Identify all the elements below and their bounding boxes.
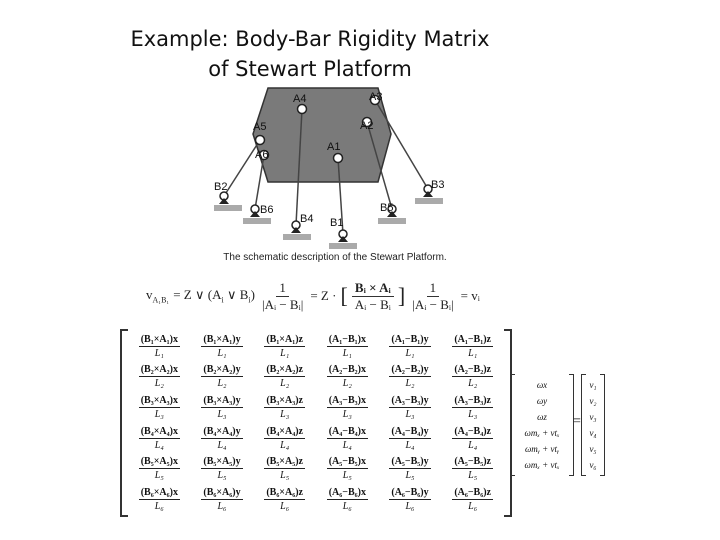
- eq-rhs: = vᵢ: [460, 288, 480, 303]
- label-b3: B3: [431, 179, 445, 191]
- label-b2: B2: [214, 181, 228, 193]
- matrix-cell-denominator: L₆: [405, 501, 415, 513]
- matrix-cell: [191, 362, 254, 393]
- matrix-cell: [253, 392, 316, 423]
- matrix-cell-numerator: (B₁×A₁)x: [140, 333, 178, 345]
- equals-sign: =: [573, 414, 581, 429]
- matrix-cell-numerator: (B₅×A₅)y: [203, 456, 241, 468]
- matrix-cell: [379, 423, 442, 454]
- matrix-cell-numerator: (B₃×A₃)x: [140, 395, 178, 407]
- matrix-cell: [441, 392, 504, 423]
- matrix-cell: [316, 484, 379, 515]
- matrix-cell-numerator: (A₆−B₆)y: [391, 487, 429, 499]
- matrix-cell: [253, 484, 316, 515]
- matrix-cell-denominator: L₁: [280, 347, 290, 359]
- figure-caption: The schematic description of the Stewart Platform.: [223, 252, 447, 263]
- matrix-cell-denominator: L₂: [342, 378, 352, 390]
- matrix-cell: [379, 484, 442, 515]
- matrix-cell-numerator: (B₁×A₁)z: [266, 333, 303, 345]
- matrix-cell-numerator: (A₅−B₅)z: [454, 456, 491, 468]
- label-b1: B1: [330, 217, 344, 229]
- matrix-cell-numerator: (A₁−B₁)y: [391, 333, 429, 345]
- v-entry: v₄: [589, 428, 597, 438]
- matrix-grid: [128, 331, 504, 515]
- matrix-cell-denominator: L₅: [342, 470, 352, 482]
- eq-mid: = Z ·: [310, 288, 337, 303]
- matrix-cell-denominator: L₂: [217, 378, 227, 390]
- eq-product: = Z ∨ ($A_i$ ∨ $B_i$): [173, 287, 255, 305]
- matrix-cell: [253, 423, 316, 454]
- matrix-cell: [191, 392, 254, 423]
- omega-entry: ωx: [536, 380, 548, 390]
- title-line-2: of Stewart Platform: [208, 57, 412, 81]
- matrix-cell: [441, 454, 504, 485]
- matrix-cell: [441, 331, 504, 362]
- label-b6: B6: [260, 204, 274, 216]
- matrix-cell: [441, 423, 504, 454]
- v-entry: v₁: [589, 380, 597, 390]
- matrix-cell: [379, 454, 442, 485]
- label-b5: B5: [380, 202, 394, 214]
- matrix-cell: [253, 331, 316, 362]
- matrix-cell-numerator: (B₅×A₅)z: [266, 456, 303, 468]
- matrix-cell-denominator: L₆: [217, 501, 227, 513]
- matrix-cell: [191, 454, 254, 485]
- omega-entry: ωmₓ + vtₓ: [524, 460, 560, 470]
- v-entry: v₃: [589, 412, 597, 422]
- matrix-cell-denominator: L₆: [280, 501, 290, 513]
- matrix-cell-denominator: L₅: [280, 470, 290, 482]
- label-a3: A3: [369, 91, 383, 103]
- matrix-cell-denominator: L₃: [405, 409, 415, 421]
- matrix-cell-denominator: L₁: [342, 347, 352, 359]
- matrix-cell: [191, 423, 254, 454]
- velocity-equation: $v_{A_1B_1}$ = Z ∨ ($A_i$ ∨ $B_i$) $\frac{1}{\text{|Aᵢ − Bᵢ|}}$ = Z · [ $\frac{\text{Bᵢ × Aᵢ}}{\text{Aᵢ − Bᵢ}}$ ] $\frac{1}{\text{|Aᵢ − Bᵢ|}}$ = vᵢ: [146, 279, 480, 312]
- matrix-cell: [253, 454, 316, 485]
- omega-entry: ωmᵧ + vtᵧ: [524, 444, 560, 454]
- label-a6: A6: [255, 149, 269, 161]
- matrix-cell-denominator: L₄: [405, 439, 415, 451]
- matrix-cell-denominator: L₄: [280, 439, 290, 451]
- matrix-cell-numerator: (A₁−B₁)z: [454, 333, 491, 345]
- matrix-cell-numerator: (B₄×A₄)x: [140, 425, 178, 437]
- matrix-cell-numerator: (B₄×A₄)y: [203, 425, 241, 437]
- matrix-cell-numerator: (A₆−B₆)x: [328, 487, 366, 499]
- matrix-cell-numerator: (A₅−B₅)y: [391, 456, 429, 468]
- matrix-cell-numerator: (B₆×A₆)y: [203, 487, 241, 499]
- matrix-cell-denominator: L₁: [405, 347, 415, 359]
- matrix-cell-denominator: L₄: [154, 439, 164, 451]
- matrix-cell-denominator: L₄: [217, 439, 227, 451]
- joint-a1: [334, 154, 343, 163]
- leg-b6: [255, 155, 264, 209]
- matrix-cell: [316, 454, 379, 485]
- joint-a5: [256, 136, 265, 145]
- matrix-cell-denominator: L₅: [217, 470, 227, 482]
- eq-fraction-3: $\frac{1}{\text{|Aᵢ − Bᵢ|}}$: [412, 279, 454, 312]
- matrix-cell: [253, 362, 316, 393]
- label-a5: A5: [253, 121, 267, 133]
- v-entry: v₂: [589, 396, 597, 406]
- stewart-platform-diagram: [205, 82, 465, 254]
- matrix-cell-denominator: L₆: [342, 501, 352, 513]
- matrix-cell-denominator: L₃: [468, 409, 478, 421]
- matrix-cell-denominator: L₃: [217, 409, 227, 421]
- matrix-cell-denominator: L₆: [154, 501, 164, 513]
- matrix-cell: [379, 392, 442, 423]
- v-entry: v₆: [589, 460, 597, 470]
- matrix-cell-numerator: (A₁−B₁)x: [328, 333, 366, 345]
- matrix-cell: [441, 362, 504, 393]
- matrix-cell-numerator: (A₄−B₄)x: [328, 425, 366, 437]
- matrix-cell: [128, 454, 191, 485]
- matrix-cell-numerator: (B₃×A₃)y: [203, 395, 241, 407]
- matrix-cell-denominator: L₃: [280, 409, 290, 421]
- omega-vector: [510, 374, 574, 476]
- matrix-cell-denominator: L₄: [468, 439, 478, 451]
- matrix-cell-numerator: (B₅×A₅)x: [140, 456, 178, 468]
- matrix-cell-denominator: L₆: [468, 501, 478, 513]
- matrix-cell-denominator: L₁: [217, 347, 227, 359]
- base-b2: [214, 192, 242, 211]
- omega-rows: [515, 377, 569, 473]
- matrix-cell-numerator: (A₂−B₂)z: [454, 364, 491, 376]
- matrix-cell-numerator: (A₅−B₅)x: [328, 456, 366, 468]
- matrix-cell-numerator: (B₄×A₄)z: [266, 425, 303, 437]
- v-entry: v₅: [589, 444, 597, 454]
- joint-a4: [298, 105, 307, 114]
- matrix-cell: [191, 484, 254, 515]
- matrix-cell-numerator: (B₁×A₁)y: [203, 333, 241, 345]
- eq-fraction-2: $\frac{\text{Bᵢ × Aᵢ}}{\text{Aᵢ − Bᵢ}}$: [352, 280, 394, 313]
- matrix-cell: [441, 484, 504, 515]
- matrix-cell: [316, 392, 379, 423]
- matrix-cell-denominator: L₁: [468, 347, 478, 359]
- matrix-cell-numerator: (B₆×A₆)z: [266, 487, 303, 499]
- matrix-cell: [128, 484, 191, 515]
- matrix-cell: [128, 392, 191, 423]
- matrix-cell-numerator: (B₂×A₂)x: [140, 364, 178, 376]
- matrix-cell: [316, 423, 379, 454]
- matrix-cell: [128, 423, 191, 454]
- matrix-cell: [316, 362, 379, 393]
- matrix-cell-numerator: (A₂−B₂)x: [328, 364, 366, 376]
- base-b1: [329, 230, 357, 249]
- label-a2: A2: [360, 120, 374, 132]
- matrix-cell-numerator: (A₂−B₂)y: [391, 364, 429, 376]
- matrix-cell-denominator: L₅: [468, 470, 478, 482]
- eq-lhs: $v_{A_1B_1}$: [146, 287, 170, 305]
- matrix-cell-denominator: L₂: [468, 378, 478, 390]
- eq-fraction-1: $\frac{1}{\text{|Aᵢ − Bᵢ|}}$: [261, 279, 304, 312]
- matrix-cell: [379, 362, 442, 393]
- matrix-cell-numerator: (A₄−B₄)z: [454, 425, 491, 437]
- matrix-cell-denominator: L₅: [405, 470, 415, 482]
- matrix-cell-numerator: (B₂×A₂)y: [203, 364, 241, 376]
- omega-entry: ωz: [537, 412, 547, 422]
- v-rows: [586, 377, 600, 473]
- label-a4: A4: [293, 93, 307, 105]
- matrix-cell: [128, 362, 191, 393]
- matrix-cell: [379, 331, 442, 362]
- matrix-cell-denominator: L₅: [154, 470, 164, 482]
- matrix-cell-denominator: L₁: [154, 347, 164, 359]
- matrix-cell-numerator: (A₄−B₄)y: [391, 425, 429, 437]
- v-vector: [581, 374, 605, 476]
- matrix-cell: [191, 331, 254, 362]
- matrix-cell: [316, 331, 379, 362]
- label-a1: A1: [327, 141, 341, 153]
- label-b4: B4: [300, 213, 314, 225]
- matrix-cell-numerator: (B₆×A₆)x: [140, 487, 178, 499]
- omega-entry: ωy: [536, 396, 548, 406]
- rigidity-matrix: [120, 329, 512, 517]
- matrix-cell-denominator: L₃: [342, 409, 352, 421]
- title-line-1: Example: Body-Bar Rigidity Matrix: [130, 27, 490, 51]
- matrix-cell-denominator: L₂: [154, 378, 164, 390]
- matrix-cell-numerator: (B₃×A₃)z: [266, 395, 303, 407]
- matrix-cell-denominator: L₄: [342, 439, 352, 451]
- omega-entry: ωmₓ + vtₓ: [524, 428, 560, 438]
- matrix-cell-denominator: L₂: [280, 378, 290, 390]
- matrix-cell-denominator: L₂: [405, 378, 415, 390]
- matrix-cell: [128, 331, 191, 362]
- matrix-cell-numerator: (A₃−B₃)y: [391, 395, 429, 407]
- matrix-cell-numerator: (B₂×A₂)z: [266, 364, 303, 376]
- matrix-cell-numerator: (A₆−B₆)z: [454, 487, 491, 499]
- matrix-cell-denominator: L₃: [154, 409, 164, 421]
- matrix-cell-numerator: (A₃−B₃)z: [454, 395, 491, 407]
- matrix-cell-numerator: (A₃−B₃)x: [328, 395, 366, 407]
- slide-title: [130, 24, 490, 84]
